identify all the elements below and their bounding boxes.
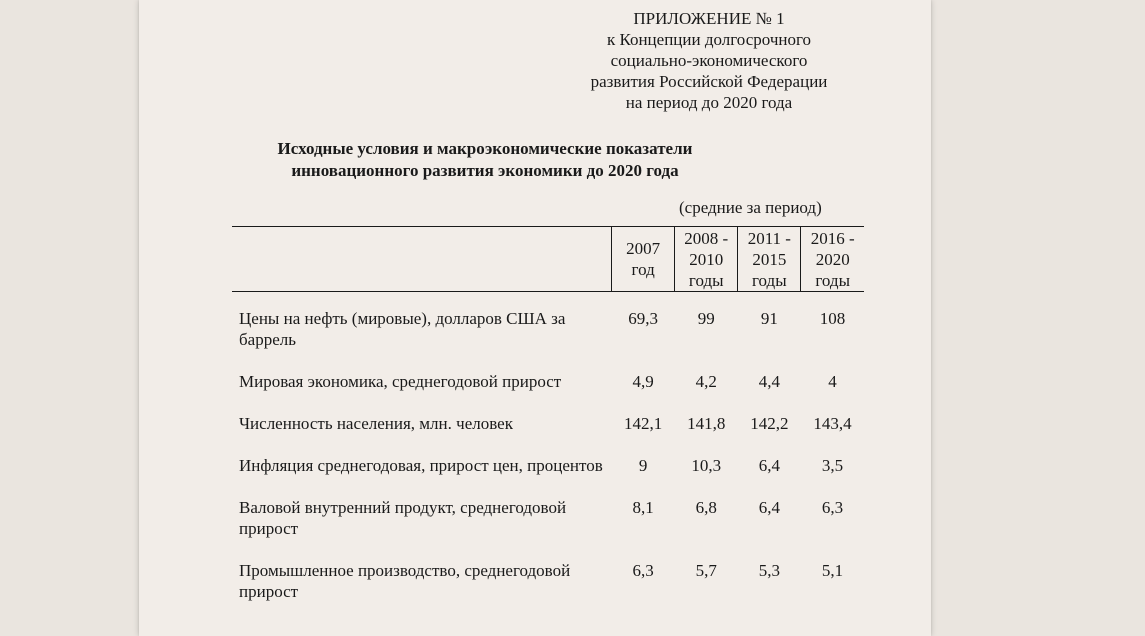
- row-value: 10,3: [691, 456, 722, 475]
- row-value: 3,5: [821, 456, 844, 475]
- document-page: [139, 0, 931, 636]
- header-years-2016-2020: [801, 227, 864, 292]
- header-text: 2015: [752, 249, 787, 269]
- row-value: 6,4: [758, 456, 780, 475]
- row-label: Мировая экономика, среднегодовой прирост: [239, 372, 562, 391]
- row-value: 4,9: [632, 372, 654, 391]
- row-label: Цены на нефть (мировые), долларов США за баррель: [239, 309, 566, 349]
- table-row: [232, 413, 864, 455]
- row-value: 4: [828, 372, 837, 391]
- row-label: Валовой внутренний продукт, среднегодовой прирост: [239, 498, 567, 538]
- row-value: 6,3: [632, 561, 654, 580]
- header-text: 2020: [815, 249, 850, 269]
- table-row: [232, 560, 864, 623]
- row-value: 8,1: [632, 498, 654, 517]
- row-value: 5,3: [758, 561, 780, 580]
- row-value: 143,4: [813, 414, 852, 433]
- table-row: [232, 497, 864, 560]
- appendix-line: социально-экономического: [610, 51, 808, 70]
- row-value: 6,3: [821, 498, 844, 517]
- period-note: (средние за период): [679, 198, 822, 217]
- title-line: Исходные условия и макроэкономические показатели: [277, 139, 693, 158]
- header-text: 2011 -: [747, 228, 791, 248]
- row-value: 141,8: [687, 414, 726, 433]
- header-years-2008-2010: [675, 227, 738, 292]
- header-text: 2007: [626, 239, 661, 258]
- header-text: годы: [752, 270, 787, 290]
- header-text: год: [631, 260, 655, 279]
- row-value: 6,4: [758, 498, 780, 517]
- appendix-line: к Концепции долгосрочного: [606, 30, 812, 49]
- row-value: 4,2: [695, 372, 717, 391]
- header-year-2007: [612, 227, 675, 292]
- table-row: [232, 455, 864, 497]
- table-row: [232, 371, 864, 413]
- header-text: 2010: [689, 249, 724, 269]
- row-label: Промышленное производство, среднегодовой прирост: [239, 561, 571, 601]
- header-text: 2016 -: [810, 228, 855, 248]
- row-value: 69,3: [628, 309, 659, 328]
- header-text: годы: [815, 270, 850, 290]
- appendix-line: на период до 2020 года: [625, 93, 793, 112]
- table-header-row: [232, 227, 864, 292]
- row-value: 5,7: [695, 561, 717, 580]
- row-label: Инфляция среднегодовая, прирост цен, процентов: [239, 456, 603, 475]
- row-value: 142,2: [750, 414, 789, 433]
- row-value: 4,4: [758, 372, 780, 391]
- title-line: инновационного развития экономики до 2020 года: [291, 161, 679, 180]
- row-value: 142,1: [624, 414, 663, 433]
- row-value: 5,1: [821, 561, 844, 580]
- header-text: годы: [688, 270, 724, 290]
- header-label-cell: [232, 227, 612, 292]
- document-title: [269, 138, 701, 182]
- table-row: [232, 292, 864, 372]
- appendix-header: [559, 8, 859, 113]
- appendix-number: ПРИЛОЖЕНИЕ № 1: [633, 9, 785, 28]
- row-value: 91: [760, 309, 778, 328]
- appendix-line: развития Российской Федерации: [590, 72, 828, 91]
- row-value: 9: [638, 456, 648, 475]
- row-value: 108: [819, 309, 846, 328]
- row-label: Численность населения, млн. человек: [239, 414, 513, 433]
- header-years-2011-2015: [738, 227, 801, 292]
- indicators-table: [232, 226, 864, 623]
- header-text: 2008 -: [684, 228, 729, 248]
- row-value: 6,8: [695, 498, 717, 517]
- row-value: 99: [697, 309, 715, 328]
